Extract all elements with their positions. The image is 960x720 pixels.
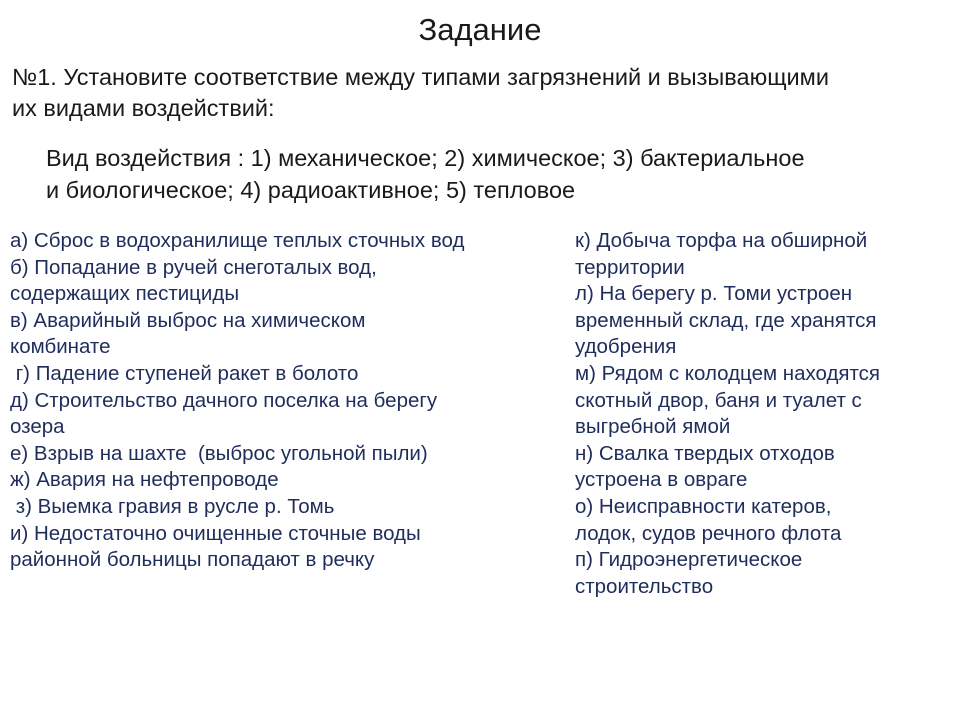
page-title: Задание <box>418 12 542 47</box>
impact-types <box>46 142 946 206</box>
impact-line-1: Вид воздействия : 1) механическое; 2) химическое; 3) бактериальное <box>46 145 805 171</box>
list-item: н) Свалка твердых отходов устроена в овраге <box>575 441 835 492</box>
task-line-2: их видами воздействий: <box>12 95 275 121</box>
left-pollution-list <box>10 228 565 574</box>
list-item: г) Падение ступеней ракет в болото <box>10 361 359 385</box>
list-item: к) Добыча торфа на обширной территории <box>575 229 868 279</box>
task-line-1: №1. Установите соответствие между типами загрязнений и вызывающими <box>12 64 829 90</box>
list-item: б) Попадание в ручей снеготалых вод, содержащих пестициды <box>10 255 377 306</box>
list-item: и) Недостаточно очищенные сточные воды районной больницы попадают в речку <box>10 521 421 572</box>
list-item: л) На берегу р. Томи устроен временный склад, где хранятся удобрения <box>575 282 877 359</box>
list-item: ж) Авария на нефтепроводе <box>10 468 279 492</box>
list-item: в) Аварийный выброс на химическом комбинате <box>10 308 366 359</box>
list-item: д) Строительство дачного поселка на берегу озера <box>10 388 438 439</box>
list-item: е) Взрыв на шахте (выброс угольной пыли) <box>10 441 428 465</box>
right-pollution-list <box>575 228 955 600</box>
list-item: а) Сброс в водохранилище теплых сточных вод <box>10 229 465 252</box>
list-item: о) Неисправности катеров, лодок, судов речного флота <box>575 494 842 545</box>
list-item: з) Выемка гравия в русле р. Томь <box>10 494 335 518</box>
task-statement <box>12 62 952 124</box>
list-item: м) Рядом с колодцем находятся скотный двор, баня и туалет с выгребной ямой <box>575 361 881 439</box>
list-item: п) Гидроэнергетическое строительство <box>575 548 803 598</box>
impact-line-2: и биологическое; 4) радиоактивное; 5) тепловое <box>46 177 576 203</box>
